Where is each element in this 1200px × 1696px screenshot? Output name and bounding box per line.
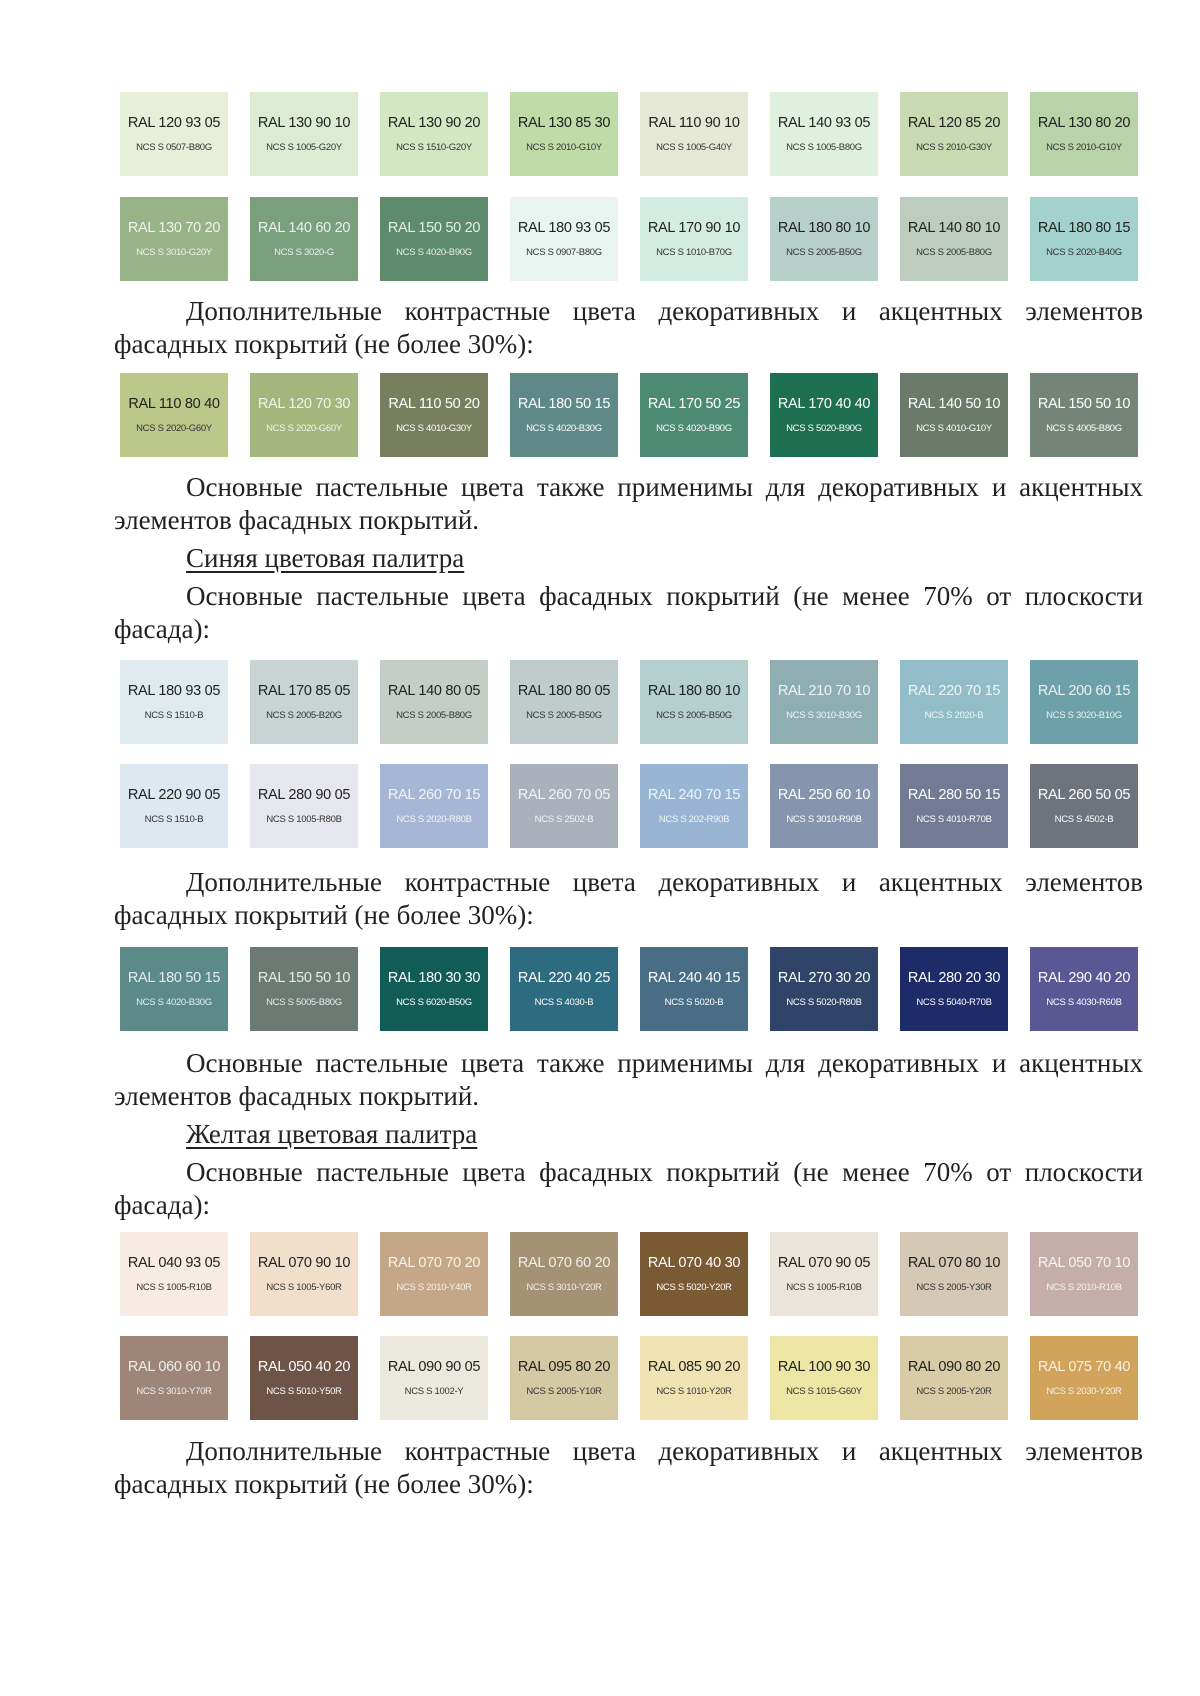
color-swatch [380,373,488,457]
color-swatch [640,373,748,457]
ncs-code: NCS S 2005-B50G [526,710,602,721]
ral-code: RAL 140 93 05 [777,115,871,131]
ral-code: RAL 250 60 10 [777,787,871,803]
ncs-code: NCS S 5005-B80G [266,997,342,1008]
ncs-code: NCS S 6020-B50G [396,997,472,1008]
ral-code: RAL 150 50 10 [257,970,351,986]
ral-code: RAL 070 80 10 [907,1255,1001,1271]
ncs-code: NCS S 4020-B90G [396,247,472,258]
ral-code: RAL 070 90 10 [257,1255,351,1271]
paragraph-blue-note: Основные пастельные цвета также применимы для декоративных и акцентных элементов фасадных покрытий. [114,1048,1143,1111]
heading-yellow-palette: Желтая цветовая палитра [186,1119,478,1149]
color-swatch [120,947,228,1031]
color-swatch [120,92,228,176]
ncs-code: NCS S 1005-B80G [786,142,862,153]
color-swatch [250,373,358,457]
color-swatch [120,197,228,281]
paragraph-yellow-pastel-intro: Основные пастельные цвета фасадных покрытий (не менее 70% от плоскости фасада): [114,1157,1143,1220]
color-swatch [120,660,228,744]
ral-code: RAL 130 85 30 [517,115,611,131]
ral-code: RAL 180 80 05 [517,683,611,699]
ral-code: RAL 180 93 05 [127,683,221,699]
color-swatch [380,947,488,1031]
ral-code: RAL 260 70 05 [517,787,611,803]
ncs-code: NCS S 2030-Y20R [1046,1386,1122,1397]
ncs-code: NCS S 2502-B [534,814,594,825]
ncs-code: NCS S 3010-B30G [786,710,862,721]
ral-code: RAL 070 60 20 [517,1255,611,1271]
ncs-code: NCS S 2010-R10B [1046,1282,1122,1293]
ral-code: RAL 180 30 30 [387,970,481,986]
ncs-code: NCS S 202-R90B [658,814,730,825]
ral-code: RAL 210 70 10 [777,683,871,699]
ral-code: RAL 180 93 05 [517,220,611,236]
color-swatch [120,1232,228,1316]
ncs-code: NCS S 5020-B90G [786,423,862,434]
ral-code: RAL 180 80 10 [777,220,871,236]
ral-code: RAL 220 40 25 [517,970,611,986]
paragraph-blue-accent-intro: Дополнительные контрастные цвета декоративных и акцентных элементов фасадных покрытий (не более 30%): [114,867,1143,930]
color-swatch [1030,764,1138,848]
ncs-code: NCS S 4020-B30G [526,423,602,434]
ncs-code: NCS S 2010-G10Y [1046,142,1122,153]
ral-code: RAL 260 70 15 [387,787,481,803]
ncs-code: NCS S 2005-B50G [786,247,862,258]
ncs-code: NCS S 4020-B30G [136,997,212,1008]
ral-code: RAL 120 93 05 [127,115,221,131]
ral-code: RAL 180 80 15 [1037,220,1131,236]
color-swatch [770,764,878,848]
color-swatch [1030,92,1138,176]
ral-code: RAL 280 20 30 [907,970,1001,986]
swatch-row-blue-pastel-2 [120,764,1140,848]
color-swatch [1030,1336,1138,1420]
color-swatch [250,1232,358,1316]
swatch-row-blue-accent [120,947,1140,1031]
color-swatch [770,1336,878,1420]
ncs-code: NCS S 1005-R80B [266,814,342,825]
color-swatch [510,373,618,457]
ral-code: RAL 095 80 20 [517,1359,611,1375]
ncs-code: NCS S 5020-R80B [786,997,862,1008]
ncs-code: NCS S 1510-G20Y [396,142,472,153]
ncs-code: NCS S 2005-B20G [266,710,342,721]
ncs-code: NCS S 2005-Y30R [916,1282,992,1293]
ral-code: RAL 090 80 20 [907,1359,1001,1375]
color-swatch [120,764,228,848]
ncs-code: NCS S 4502-B [1054,814,1114,825]
color-swatch [900,947,1008,1031]
ral-code: RAL 070 70 20 [387,1255,481,1271]
ncs-code: NCS S 1002-Y [404,1386,464,1397]
ncs-code: NCS S 1510-B [144,814,204,825]
ncs-code: NCS S 2020-R80B [396,814,472,825]
ral-code: RAL 070 90 05 [777,1255,871,1271]
ncs-code: NCS S 4005-B80G [1046,423,1122,434]
ral-code: RAL 100 90 30 [777,1359,871,1375]
color-swatch [900,1232,1008,1316]
color-swatch [900,92,1008,176]
color-swatch [640,197,748,281]
ral-code: RAL 150 50 20 [387,220,481,236]
ncs-code: NCS S 2010-G30Y [916,142,992,153]
ncs-code: NCS S 2020-G60Y [266,423,342,434]
ncs-code: NCS S 4030-R60B [1046,997,1122,1008]
color-swatch [250,197,358,281]
ral-code: RAL 130 90 20 [387,115,481,131]
color-swatch [380,1336,488,1420]
color-swatch [380,1232,488,1316]
ncs-code: NCS S 2005-B80G [396,710,472,721]
color-swatch [380,660,488,744]
ral-code: RAL 180 50 15 [127,970,221,986]
ral-code: RAL 150 50 10 [1037,396,1131,412]
color-swatch [770,373,878,457]
ncs-code: NCS S 1005-G40Y [656,142,732,153]
ral-code: RAL 280 50 15 [907,787,1001,803]
ral-code: RAL 180 50 15 [517,396,611,412]
ncs-code: NCS S 4030-B [534,997,594,1008]
ral-code: RAL 075 70 40 [1037,1359,1131,1375]
ncs-code: NCS S 2010-G10Y [526,142,602,153]
ncs-code: NCS S 3020-B10G [1046,710,1122,721]
ral-code: RAL 290 40 20 [1037,970,1131,986]
color-swatch [900,197,1008,281]
ncs-code: NCS S 5010-Y50R [266,1386,342,1397]
paragraph-green-note: Основные пастельные цвета также применимы для декоративных и акцентных элементов фасадных покрытий. [114,472,1143,535]
ral-code: RAL 050 40 20 [257,1359,351,1375]
color-swatch [510,764,618,848]
color-swatch [1030,660,1138,744]
ral-code: RAL 220 90 05 [127,787,221,803]
ral-code: RAL 170 50 25 [647,396,741,412]
ncs-code: NCS S 1005-R10B [136,1282,212,1293]
ral-code: RAL 140 80 05 [387,683,481,699]
color-swatch [640,660,748,744]
ral-code: RAL 120 70 30 [257,396,351,412]
color-swatch [250,660,358,744]
color-swatch [1030,197,1138,281]
ncs-code: NCS S 3010-R90B [786,814,862,825]
ncs-code: NCS S 1005-Y60R [266,1282,342,1293]
color-swatch [250,764,358,848]
paragraph-blue-pastel-intro: Основные пастельные цвета фасадных покрытий (не менее 70% от плоскости фасада): [114,581,1143,644]
swatch-row-green-pastel-1 [120,92,1140,176]
ral-code: RAL 240 70 15 [647,787,741,803]
ncs-code: NCS S 1005-G20Y [266,142,342,153]
color-swatch [510,1336,618,1420]
color-swatch [380,92,488,176]
color-swatch [900,373,1008,457]
ral-code: RAL 260 50 05 [1037,787,1131,803]
color-swatch [1030,947,1138,1031]
color-swatch [770,197,878,281]
ral-code: RAL 140 50 10 [907,396,1001,412]
swatch-row-blue-pastel-1 [120,660,1140,744]
color-swatch [510,660,618,744]
ral-code: RAL 130 80 20 [1037,115,1131,131]
color-swatch [770,1232,878,1316]
color-swatch [120,373,228,457]
ncs-code: NCS S 0907-B80G [526,247,602,258]
color-swatch [510,92,618,176]
ral-code: RAL 130 90 10 [257,115,351,131]
color-swatch [120,1336,228,1420]
ral-code: RAL 070 40 30 [647,1255,741,1271]
paragraph-yellow-accent-intro: Дополнительные контрастные цвета декоративных и акцентных элементов фасадных покрытий (не более 30%): [114,1436,1143,1499]
color-swatch [900,660,1008,744]
ncs-code: NCS S 4010-G10Y [916,423,992,434]
ral-code: RAL 040 93 05 [127,1255,221,1271]
swatch-row-yellow-pastel-2 [120,1336,1140,1420]
ral-code: RAL 140 60 20 [257,220,351,236]
color-swatch [640,1232,748,1316]
ral-code: RAL 240 40 15 [647,970,741,986]
heading-blue-palette: Синяя цветовая палитра [186,543,465,573]
ncs-code: NCS S 4010-R70B [916,814,992,825]
ral-code: RAL 220 70 15 [907,683,1001,699]
ral-code: RAL 280 90 05 [257,787,351,803]
swatch-row-green-accent [120,373,1140,457]
color-swatch [250,947,358,1031]
ral-code: RAL 170 90 10 [647,220,741,236]
ncs-code: NCS S 1010-Y20R [656,1386,732,1397]
ncs-code: NCS S 5020-Y20R [656,1282,732,1293]
ral-code: RAL 200 60 15 [1037,683,1131,699]
color-swatch [900,764,1008,848]
color-swatch [770,660,878,744]
color-swatch [770,92,878,176]
ral-code: RAL 170 85 05 [257,683,351,699]
ncs-code: NCS S 5020-B [664,997,724,1008]
color-swatch [510,197,618,281]
color-swatch [250,92,358,176]
ncs-code: NCS S 2005-B50G [656,710,732,721]
ral-code: RAL 060 60 10 [127,1359,221,1375]
ncs-code: NCS S 2020-B40G [1046,247,1122,258]
ncs-code: NCS S 3010-Y20R [526,1282,602,1293]
ncs-code: NCS S 2020-B [924,710,984,721]
ral-code: RAL 110 80 40 [128,396,220,412]
ral-code: RAL 140 80 10 [907,220,1001,236]
color-swatch [640,947,748,1031]
ncs-code: NCS S 3010-G20Y [136,247,212,258]
ncs-code: NCS S 2005-Y20R [916,1386,992,1397]
color-swatch [640,92,748,176]
ral-code: RAL 110 50 20 [388,396,480,412]
ral-code: RAL 270 30 20 [777,970,871,986]
ncs-code: NCS S 3020-G [274,247,334,258]
swatch-row-green-pastel-2 [120,197,1140,281]
color-swatch [380,197,488,281]
ncs-code: NCS S 2010-Y40R [396,1282,472,1293]
ncs-code: NCS S 1010-B70G [656,247,732,258]
color-swatch [1030,373,1138,457]
ncs-code: NCS S 2005-Y10R [526,1386,602,1397]
swatch-row-yellow-pastel-1 [120,1232,1140,1316]
ncs-code: NCS S 1510-B [144,710,204,721]
color-swatch [510,1232,618,1316]
color-swatch [640,1336,748,1420]
paragraph-green-accent-intro: Дополнительные контрастные цвета декоративных и акцентных элементов фасадных покрытий (не более 30%): [114,296,1143,359]
color-swatch [380,764,488,848]
ral-code: RAL 130 70 20 [127,220,221,236]
ncs-code: NCS S 0507-B80G [136,142,212,153]
color-swatch [250,1336,358,1420]
color-swatch [1030,1232,1138,1316]
ral-code: RAL 050 70 10 [1037,1255,1131,1271]
ncs-code: NCS S 3010-Y70R [136,1386,212,1397]
ral-code: RAL 180 80 10 [647,683,741,699]
ral-code: RAL 170 40 40 [777,396,871,412]
ral-code: RAL 085 90 20 [647,1359,741,1375]
color-swatch [900,1336,1008,1420]
ral-code: RAL 120 85 20 [907,115,1001,131]
color-swatch [640,764,748,848]
ncs-code: NCS S 2020-G60Y [136,423,212,434]
ncs-code: NCS S 2005-B80G [916,247,992,258]
ncs-code: NCS S 4020-B90G [656,423,732,434]
ncs-code: NCS S 4010-G30Y [396,423,472,434]
ncs-code: NCS S 5040-R70B [916,997,992,1008]
color-swatch [510,947,618,1031]
ral-code: RAL 090 90 05 [387,1359,481,1375]
ral-code: RAL 110 90 10 [648,115,740,131]
color-swatch [770,947,878,1031]
ncs-code: NCS S 1015-G60Y [786,1386,862,1397]
ncs-code: NCS S 1005-R10B [786,1282,862,1293]
